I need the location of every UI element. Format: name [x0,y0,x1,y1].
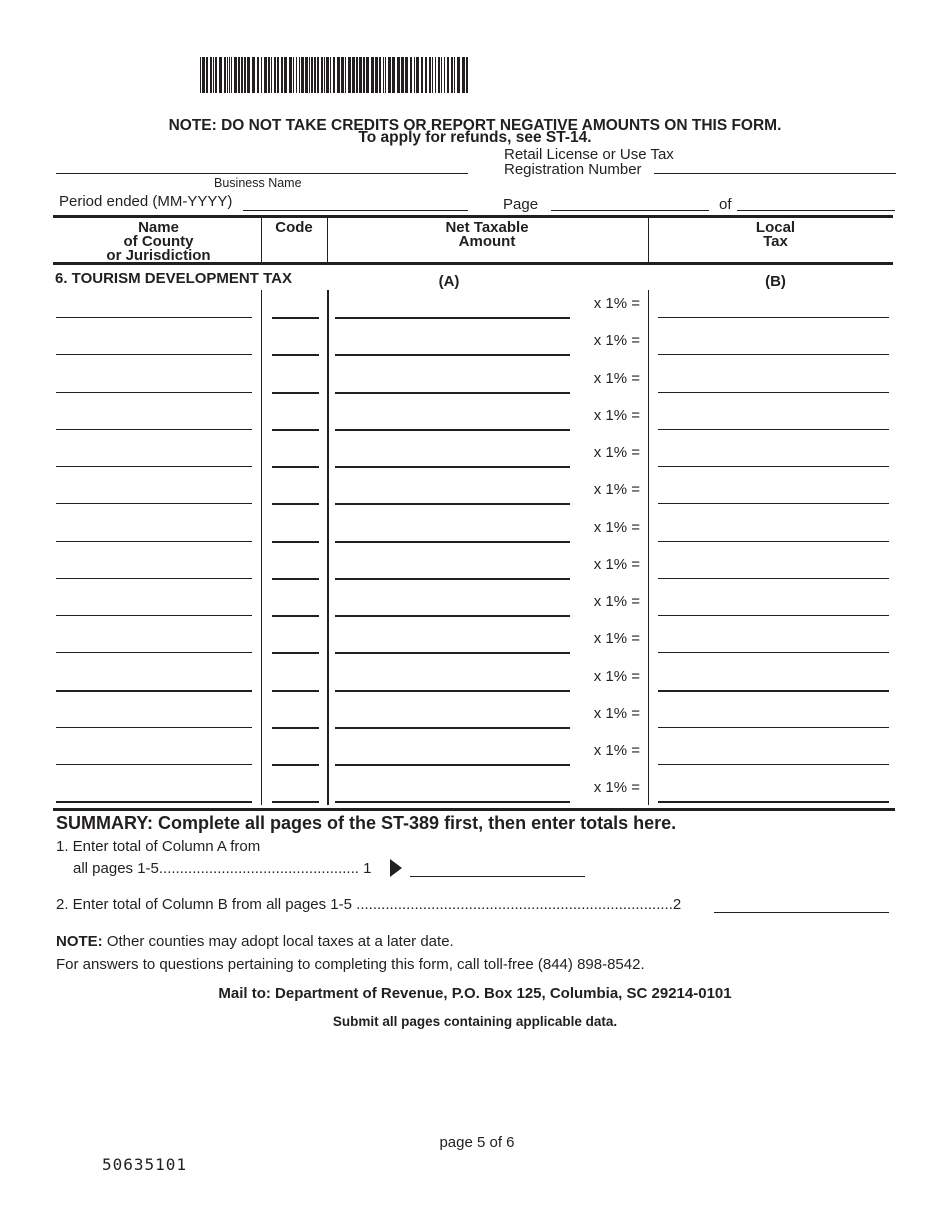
barcode-bar [438,57,440,93]
barcode-bar [301,57,304,93]
note-line [56,933,454,950]
barcode-bar [392,57,395,93]
row-code-field[interactable] [272,578,319,580]
row-tax-field[interactable] [658,652,889,653]
barcode-bar [274,57,276,93]
row-name-field[interactable] [56,354,252,355]
barcode-bar [425,57,427,93]
barcode-bar [429,57,431,93]
multiplier-label: x 1% = [593,444,640,461]
barcode-bar [416,57,419,93]
barcode-bar [261,57,262,93]
row-tax-field[interactable] [658,690,889,692]
barcode-bar [305,57,308,93]
multiplier-label: x 1% = [593,668,640,685]
row-code-field[interactable] [272,466,319,468]
row-tax-field[interactable] [658,429,889,430]
barcode-bar [454,57,455,93]
row-code-field[interactable] [272,503,319,505]
barcode-bar [432,57,433,93]
row-tax-field[interactable] [658,503,889,504]
barcode-bar [356,57,358,93]
row-code-field[interactable] [272,652,319,654]
row-code-field[interactable] [272,541,319,543]
row-amount-field[interactable] [335,354,570,356]
multiplier-label: x 1% = [593,519,640,536]
column-header-net-taxable: Net Taxable Amount [445,219,529,250]
row-amount-field[interactable] [335,690,570,692]
row-name-field[interactable] [56,466,252,467]
body-divider [648,290,649,805]
barcode-bar [451,57,453,93]
summary-item-2-label: 2. Enter total of Column B from all pages 1-5 ............................................................................2 [56,896,682,913]
barcode-bar [333,57,335,93]
column-header-code: Code [275,219,313,236]
notice-line-2: To apply for refunds, see ST-14. [358,129,592,146]
row-name-field[interactable] [56,392,252,393]
barcode-bar [375,57,378,93]
row-name-field[interactable] [56,801,252,803]
row-name-field[interactable] [56,317,252,318]
column-b-total-field[interactable] [714,912,889,913]
column-header-local-tax: Local Tax [755,219,796,250]
period-label: Period ended (MM-YYYY) [59,193,233,210]
barcode-bar [337,57,340,93]
barcode-bar [252,57,255,93]
barcode-bar [441,57,442,93]
row-code-field[interactable] [272,727,319,729]
row-name-field[interactable] [56,615,252,616]
row-tax-field[interactable] [658,764,889,765]
barcode-bar [213,57,214,93]
row-name-field[interactable] [56,503,252,504]
section-title: 6. TOURISM DEVELOPMENT TAX [55,270,292,287]
multiplier-label: x 1% = [593,630,640,647]
registration-label-1: Retail License or Use Tax [504,146,674,163]
barcode-bar [379,57,381,93]
registration-label-2: Registration Number [504,161,642,178]
submit-note: Submit all pages containing applicable data. [332,1014,618,1029]
barcode-bar [309,57,310,93]
row-name-field[interactable] [56,727,252,728]
barcode-bar [421,57,423,93]
barcode-bar [321,57,323,93]
barcode-bar [366,57,369,93]
barcode-bar [388,57,391,93]
barcode-bar [293,57,294,93]
barcode-bar [462,57,465,93]
barcode-bar [229,57,230,93]
barcode-bar [311,57,313,93]
row-code-field[interactable] [272,615,319,617]
row-tax-field[interactable] [658,615,889,616]
multiplier-label: x 1% = [593,370,640,387]
barcode-bar [264,57,267,93]
barcode-bar [444,57,445,93]
barcode-bar [363,57,365,93]
business-name-field[interactable] [56,173,468,174]
barcode-bar [224,57,226,93]
barcode-bar [215,57,217,93]
row-amount-field[interactable] [335,615,570,617]
column-header-name: Name of County or Jurisdiction [106,219,211,264]
registration-number-field[interactable] [654,173,896,174]
summary-item-1-leader: all pages 1-5................................................ 1 [73,860,372,877]
summary-item-1-label: 1. Enter total of Column A from [56,838,261,855]
row-tax-field[interactable] [658,354,889,355]
barcode-bar [210,57,212,93]
of-label: of [719,196,732,213]
barcode-bar [234,57,237,93]
barcode-bar [457,57,460,93]
barcode-bar [281,57,283,93]
barcode-bar [296,57,297,93]
column-a-label: (A) [438,273,460,290]
mail-to: Mail to: Department of Revenue, P.O. Box 125, Columbia, SC 29214-0101 [218,985,732,1002]
barcode-bar [359,57,362,93]
page-number: page 5 of 6 [439,1134,515,1151]
column-b-label: (B) [765,273,786,290]
row-amount-field[interactable] [335,392,570,394]
row-amount-field[interactable] [335,764,570,766]
multiplier-label: x 1% = [593,556,640,573]
barcode-bar [414,57,415,93]
row-code-field[interactable] [272,690,319,692]
row-name-field[interactable] [56,652,252,653]
barcode-bar [317,57,319,93]
period-field[interactable] [243,210,468,211]
multiplier-label: x 1% = [593,705,640,722]
row-code-field[interactable] [272,764,319,766]
barcode-bar [289,57,292,93]
multiplier-label: x 1% = [593,407,640,424]
form-id: 50635101 [102,1155,188,1174]
summary-title: SUMMARY: Complete all pages of the ST-389 first, then enter totals here. [56,813,677,833]
barcode-bar [371,57,374,93]
row-amount-field[interactable] [335,429,570,431]
multiplier-label: x 1% = [593,742,640,759]
barcode-bar [241,57,243,93]
row-amount-field[interactable] [335,317,570,319]
arrow-right-icon [389,858,403,878]
row-tax-field[interactable] [658,317,889,318]
column-a-total-field[interactable] [410,876,585,877]
table-bottom-rule [53,808,895,811]
barcode-bar [202,57,205,93]
barcode-bar [244,57,246,93]
row-tax-field[interactable] [658,541,889,542]
barcode-bar [314,57,316,93]
barcode-icon [200,57,470,93]
barcode-bar [271,57,272,93]
row-code-field[interactable] [272,801,319,803]
row-tax-field[interactable] [658,727,889,728]
multiplier-label: x 1% = [593,779,640,796]
barcode-bar [324,57,325,93]
barcode-bar [345,57,346,93]
row-amount-field[interactable] [335,578,570,580]
row-name-field[interactable] [56,429,252,430]
row-tax-field[interactable] [658,466,889,467]
barcode-bar [466,57,468,93]
notice-line-1: NOTE: DO NOT TAKE CREDITS OR REPORT NEGATIVE AMOUNTS ON THIS FORM. [168,117,782,134]
phone-note: For answers to questions pertaining to completing this form, call toll-free (844) 898-8542. [56,956,645,973]
multiplier-label: x 1% = [593,593,640,610]
barcode-bar [200,57,201,93]
barcode-bar [257,57,259,93]
body-divider [327,290,329,805]
row-tax-field[interactable] [658,578,889,579]
multiplier-label: x 1% = [593,332,640,349]
barcode-bar [231,57,232,93]
row-code-field[interactable] [272,354,319,356]
page-total-field[interactable] [737,210,895,211]
barcode-bar [277,57,279,93]
barcode-bar [405,57,408,93]
barcode-bar [385,57,386,93]
note-text: Other counties may adopt local taxes at a later date. [102,933,454,950]
barcode-bar [410,57,412,93]
table-header-rule [53,262,893,265]
row-code-field[interactable] [272,317,319,319]
row-name-field[interactable] [56,578,252,579]
barcode-bar [206,57,208,93]
row-code-field[interactable] [272,429,319,431]
table-top-rule [53,215,893,218]
row-tax-field[interactable] [658,392,889,393]
row-amount-field[interactable] [335,652,570,654]
barcode-bar [247,57,250,93]
barcode-bar [227,57,228,93]
row-name-field[interactable] [56,764,252,765]
row-tax-field[interactable] [658,801,889,803]
multiplier-label: x 1% = [593,481,640,498]
page-field[interactable] [551,210,709,211]
barcode-bar [284,57,287,93]
barcode-bar [330,57,331,93]
barcode-bar [352,57,355,93]
row-amount-field[interactable] [335,466,570,468]
barcode-bar [435,57,436,93]
note-label: NOTE: [56,933,103,950]
barcode-bar [326,57,329,93]
barcode-bar [219,57,222,93]
barcode-bar [238,57,240,93]
barcode-bar [341,57,344,93]
row-amount-field[interactable] [335,541,570,543]
barcode-bar [299,57,300,93]
multiplier-label: x 1% = [593,295,640,312]
row-name-field[interactable] [56,541,252,542]
row-name-field[interactable] [56,690,252,692]
page-label: Page [503,196,539,213]
barcode-bar [348,57,351,93]
row-code-field[interactable] [272,392,319,394]
barcode-bar [447,57,449,93]
body-divider [261,290,262,805]
barcode-bar [401,57,404,93]
row-amount-field[interactable] [335,727,570,729]
row-amount-field[interactable] [335,503,570,505]
barcode-bar [383,57,384,93]
row-amount-field[interactable] [335,801,570,803]
barcode-bar [268,57,270,93]
business-name-label: Business Name [214,176,302,190]
barcode-bar [397,57,400,93]
